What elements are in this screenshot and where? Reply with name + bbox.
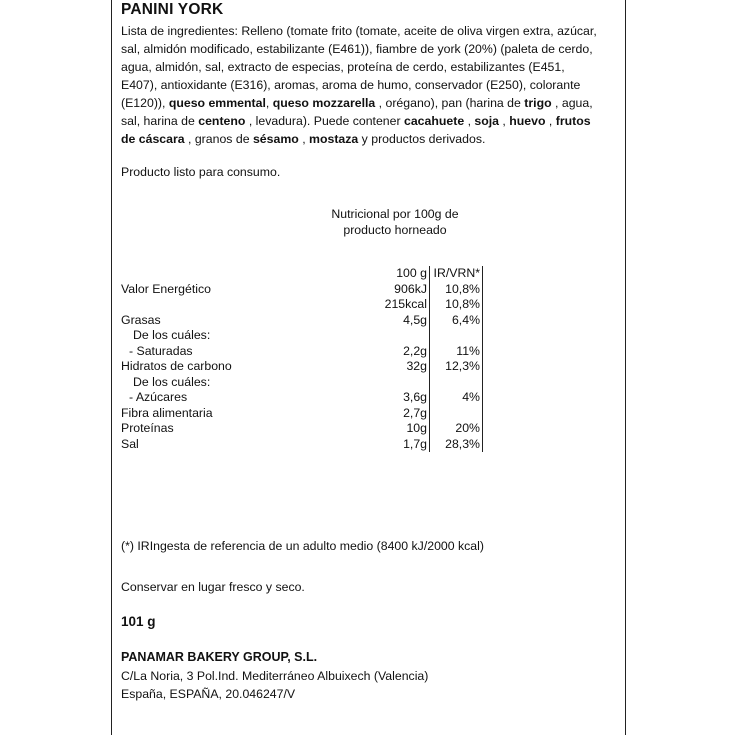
storage-instructions: Conservar en lugar fresco y seco. xyxy=(121,580,305,594)
nutrition-row xyxy=(121,328,601,344)
nutrient-amount: 4,5g xyxy=(379,313,430,329)
allergen-text: queso mozzarella xyxy=(272,96,376,110)
nutrient-label: De los cuáles: xyxy=(133,374,211,389)
nutrition-row xyxy=(121,390,601,406)
ingredient-text: , xyxy=(298,132,310,146)
nutrient-reference-intake: 28,3% xyxy=(430,437,483,453)
nutrient-amount: 1,7g xyxy=(379,437,430,453)
nutrition-row xyxy=(121,421,601,437)
nutrient-label xyxy=(121,297,379,313)
allergen-text: trigo xyxy=(524,96,552,110)
reference-intake-footnote: (*) IRIngesta de referencia de un adulto medio (8400 kJ/2000 kcal) xyxy=(121,539,484,553)
allergen-text: frutos de cáscara xyxy=(121,114,591,146)
ready-to-eat-note: Producto listo para consumo. xyxy=(121,165,281,179)
nutrition-row xyxy=(121,344,601,360)
allergen-text: mostaza xyxy=(309,132,359,146)
nutrition-column-headers xyxy=(121,266,601,282)
nutrition-row xyxy=(121,313,601,329)
nutrient-reference-intake xyxy=(430,328,483,344)
nutrition-header-line1: Nutricional por 100g de xyxy=(331,207,459,221)
nutrient-amount: 3,6g xyxy=(379,390,430,406)
nutrient-label: - Azúcares xyxy=(129,390,188,404)
nutrition-header-line2: producto horneado xyxy=(343,223,447,237)
nutrient-reference-intake xyxy=(430,406,483,422)
ingredient-text: , xyxy=(545,114,556,128)
nutrient-label: Fibra alimentaria xyxy=(121,405,213,420)
nutrition-table xyxy=(121,266,601,452)
nutrient-label: Hidratos de carbono xyxy=(121,359,232,373)
nutrition-row xyxy=(121,297,601,313)
nutrition-row xyxy=(121,375,601,391)
nutrient-reference-intake: 12,3% xyxy=(430,359,483,375)
ingredient-text: , granos de xyxy=(184,132,253,146)
nutrient-label: Grasas xyxy=(121,312,161,327)
ingredient-text: , levadura). Puede contener xyxy=(245,114,404,128)
nutrient-reference-intake xyxy=(430,375,483,391)
nutrient-amount xyxy=(379,375,430,391)
allergen-text: huevo xyxy=(509,114,546,128)
column-header-amount: 100 g xyxy=(379,266,430,282)
ingredient-text: , xyxy=(464,114,475,128)
nutrient-label: De los cuáles: xyxy=(133,328,211,342)
nutrition-row xyxy=(121,282,601,298)
nutrient-amount: 10g xyxy=(379,421,430,437)
company-address xyxy=(121,667,428,703)
column-header-ri: IR/VRN* xyxy=(430,266,483,282)
ingredient-text: Lista de ingredientes: Relleno (tomate frito (tomate, aceite de oliva virgen extra, azúcar, sal, almidón modificado, estabilizante (E461)), fiambre de york (20%) (paleta de cerdo, agua, almidón, sal, extracto de especias, proteína de cerdo, estabilizantes (E451, E407), antioxidante (E316), aromas, aroma de humo, conservador (E250), colorante (E120)), xyxy=(121,24,597,110)
nutrient-amount: 2,2g xyxy=(379,344,430,360)
address-line-2: España, ESPAÑA, 20.046247/V xyxy=(121,687,296,701)
ingredient-text: , orégano), pan (harina de xyxy=(375,96,525,110)
allergen-text: sésamo xyxy=(252,132,299,146)
nutrient-label: Valor Energético xyxy=(121,281,211,296)
ingredient-text: , xyxy=(265,96,273,110)
nutrient-label: - Saturadas xyxy=(129,343,193,358)
nutrient-reference-intake: 10,8% xyxy=(430,282,483,298)
ingredient-text: , xyxy=(499,114,510,128)
nutrient-reference-intake: 4% xyxy=(430,390,483,406)
net-weight: 101 g xyxy=(121,614,156,629)
nutrition-row xyxy=(121,437,601,453)
ingredients-list xyxy=(121,22,601,148)
product-title: PANINI YORK xyxy=(121,1,224,18)
address-line-1: C/La Noria, 3 Pol.Ind. Mediterráneo Albuixech (Valencia) xyxy=(121,669,429,683)
nutrient-label: Sal xyxy=(121,436,139,451)
nutrient-label: Proteínas xyxy=(121,421,174,435)
nutrition-row xyxy=(121,359,601,375)
allergen-text: queso emmental xyxy=(168,96,266,110)
nutrient-reference-intake: 6,4% xyxy=(430,313,483,329)
ingredient-text: , agua, sal, harina de xyxy=(121,96,593,128)
allergen-text: centeno xyxy=(198,114,246,128)
nutrient-amount xyxy=(379,328,430,344)
nutrient-reference-intake: 10,8% xyxy=(430,297,483,313)
nutrient-reference-intake: 20% xyxy=(430,421,483,437)
company-name: PANAMAR BAKERY GROUP, S.L. xyxy=(121,650,318,664)
nutrient-amount: 2,7g xyxy=(379,406,430,422)
nutrient-reference-intake: 11% xyxy=(430,344,483,360)
nutrient-amount: 32g xyxy=(379,359,430,375)
nutrient-amount: 215kcal xyxy=(379,297,430,313)
allergen-text: cacahuete xyxy=(404,114,465,128)
nutrition-row xyxy=(121,406,601,422)
nutrient-amount: 906kJ xyxy=(379,282,430,298)
ingredient-text: y productos derivados. xyxy=(358,132,486,146)
allergen-text: soja xyxy=(474,114,500,128)
nutrition-header xyxy=(320,206,470,238)
